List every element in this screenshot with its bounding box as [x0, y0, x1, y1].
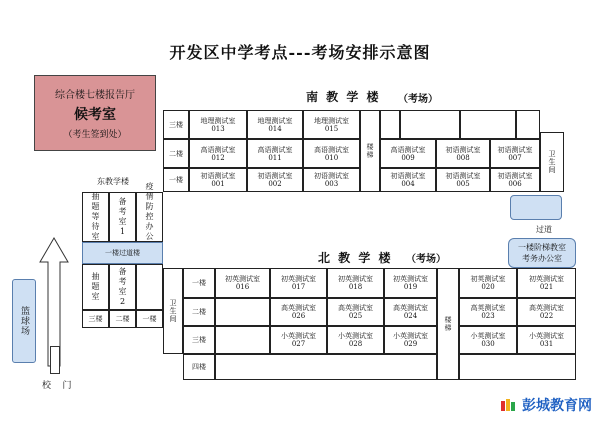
room-021: 初英测试室 021	[517, 268, 576, 298]
south-floor1-label: 一楼	[163, 168, 189, 192]
room-009: 高语测试室 009	[380, 139, 436, 168]
room-015: 地理测试室 015	[303, 110, 360, 139]
south-blank-3	[380, 110, 400, 139]
room-013: 地理测试室 013	[189, 110, 247, 139]
passage-label: 过道	[536, 225, 552, 234]
east-epidemic-office: 疫情防控办公	[136, 192, 163, 242]
gate-post	[50, 346, 60, 374]
south-stairs-label: 楼梯	[366, 143, 374, 159]
exam-office: 一楼阶梯教室 考务办公室	[508, 238, 576, 268]
waiting-room-location: 综合楼七楼报告厅	[55, 90, 135, 101]
waiting-room-title: 候考室	[74, 107, 116, 123]
room-023: 高英测试室 023	[459, 298, 517, 326]
page-title: 开发区中学考点---考场安排示意图	[169, 43, 431, 62]
room-014: 地理测试室 014	[247, 110, 303, 139]
east-draw-room: 抽题室	[82, 264, 109, 310]
north-floor4-blank	[215, 354, 437, 380]
room-030: 小英测试室 030	[459, 326, 517, 354]
watermark-text: 彭城教育网	[522, 398, 592, 414]
north-floor3-label: 三楼	[183, 326, 215, 354]
south-toilet-label: 卫生间	[548, 150, 556, 174]
room-005: 初语测试室 005	[436, 168, 490, 192]
room-012: 高语测试室 012	[189, 139, 247, 168]
north-toilet	[163, 268, 183, 354]
room-029: 小英测试室 029	[384, 326, 437, 354]
waiting-room-note: （考生签到处）	[63, 130, 127, 140]
books-icon	[500, 398, 518, 412]
north-blank-3a	[215, 326, 270, 354]
room-002: 初语测试室 002	[247, 168, 303, 192]
room-008: 初语测试室 008	[436, 139, 490, 168]
room-010: 高语测试室 010	[303, 139, 360, 168]
basketball-court-label: 篮球场	[19, 306, 29, 336]
room-019: 初英测试室 019	[384, 268, 437, 298]
north-building-title: 北 教 学 楼	[318, 251, 393, 265]
north-stairs-label: 楼梯	[444, 316, 452, 332]
school-gate-label: 校 门	[42, 381, 72, 391]
room-004: 初语测试室 004	[380, 168, 436, 192]
south-building-title: 南 教 学 楼	[306, 90, 381, 104]
north-floor1-label: 一楼	[183, 268, 215, 298]
east-wait-room: 抽题等待室	[82, 192, 109, 242]
north-toilet-label: 卫生间	[169, 299, 177, 323]
room-016: 初英测试室 016	[215, 268, 270, 298]
north-floor4-blank-right	[459, 354, 576, 380]
south-blank-3b	[400, 110, 460, 139]
room-031: 小英测试室 031	[517, 326, 576, 354]
room-007: 初语测试室 007	[490, 139, 540, 168]
north-floor2-label: 二楼	[183, 298, 215, 326]
south-floor2-label: 二楼	[163, 139, 189, 168]
north-stairs	[437, 268, 459, 380]
room-017: 初英测试室 017	[270, 268, 327, 298]
south-blank-3d	[516, 110, 540, 139]
east-floor3-label: 三楼	[82, 310, 109, 328]
east-building-title: 东教学楼	[97, 177, 129, 186]
east-floor1-label: 一楼	[136, 310, 163, 328]
east-backup-room-2: 备考室2	[109, 264, 136, 310]
south-stairs	[360, 110, 380, 192]
room-027: 小英测试室 027	[270, 326, 327, 354]
room-006: 初语测试室 006	[490, 168, 540, 192]
south-toilet	[540, 132, 564, 192]
room-003: 初语测试室 003	[303, 168, 360, 192]
room-024: 高英测试室 024	[384, 298, 437, 326]
room-026: 高英测试室 026	[270, 298, 327, 326]
room-020: 初英测试室 020	[459, 268, 517, 298]
east-blank	[136, 264, 163, 310]
east-floor2-label: 二楼	[109, 310, 136, 328]
east-first-floor-corridor: 一楼过道楼	[82, 242, 163, 264]
south-blank-3c	[460, 110, 516, 139]
north-blank-2a	[215, 298, 270, 326]
room-011: 高语测试室 011	[247, 139, 303, 168]
passage-box	[510, 195, 562, 220]
basketball-court	[12, 279, 36, 363]
waiting-room-box	[34, 75, 156, 151]
east-backup-room-1: 备考室1	[109, 192, 136, 242]
north-floor4-label: 四楼	[183, 354, 215, 380]
north-building-subtitle: （考场）	[406, 254, 446, 265]
watermark	[500, 395, 592, 415]
room-025: 高英测试室 025	[327, 298, 384, 326]
room-022: 高英测试室 022	[517, 298, 576, 326]
room-001: 初语测试室 001	[189, 168, 247, 192]
south-building-subtitle: （考场）	[398, 94, 438, 105]
south-floor3-label: 三楼	[163, 110, 189, 139]
room-028: 小英测试室 028	[327, 326, 384, 354]
room-018: 初英测试室 018	[327, 268, 384, 298]
